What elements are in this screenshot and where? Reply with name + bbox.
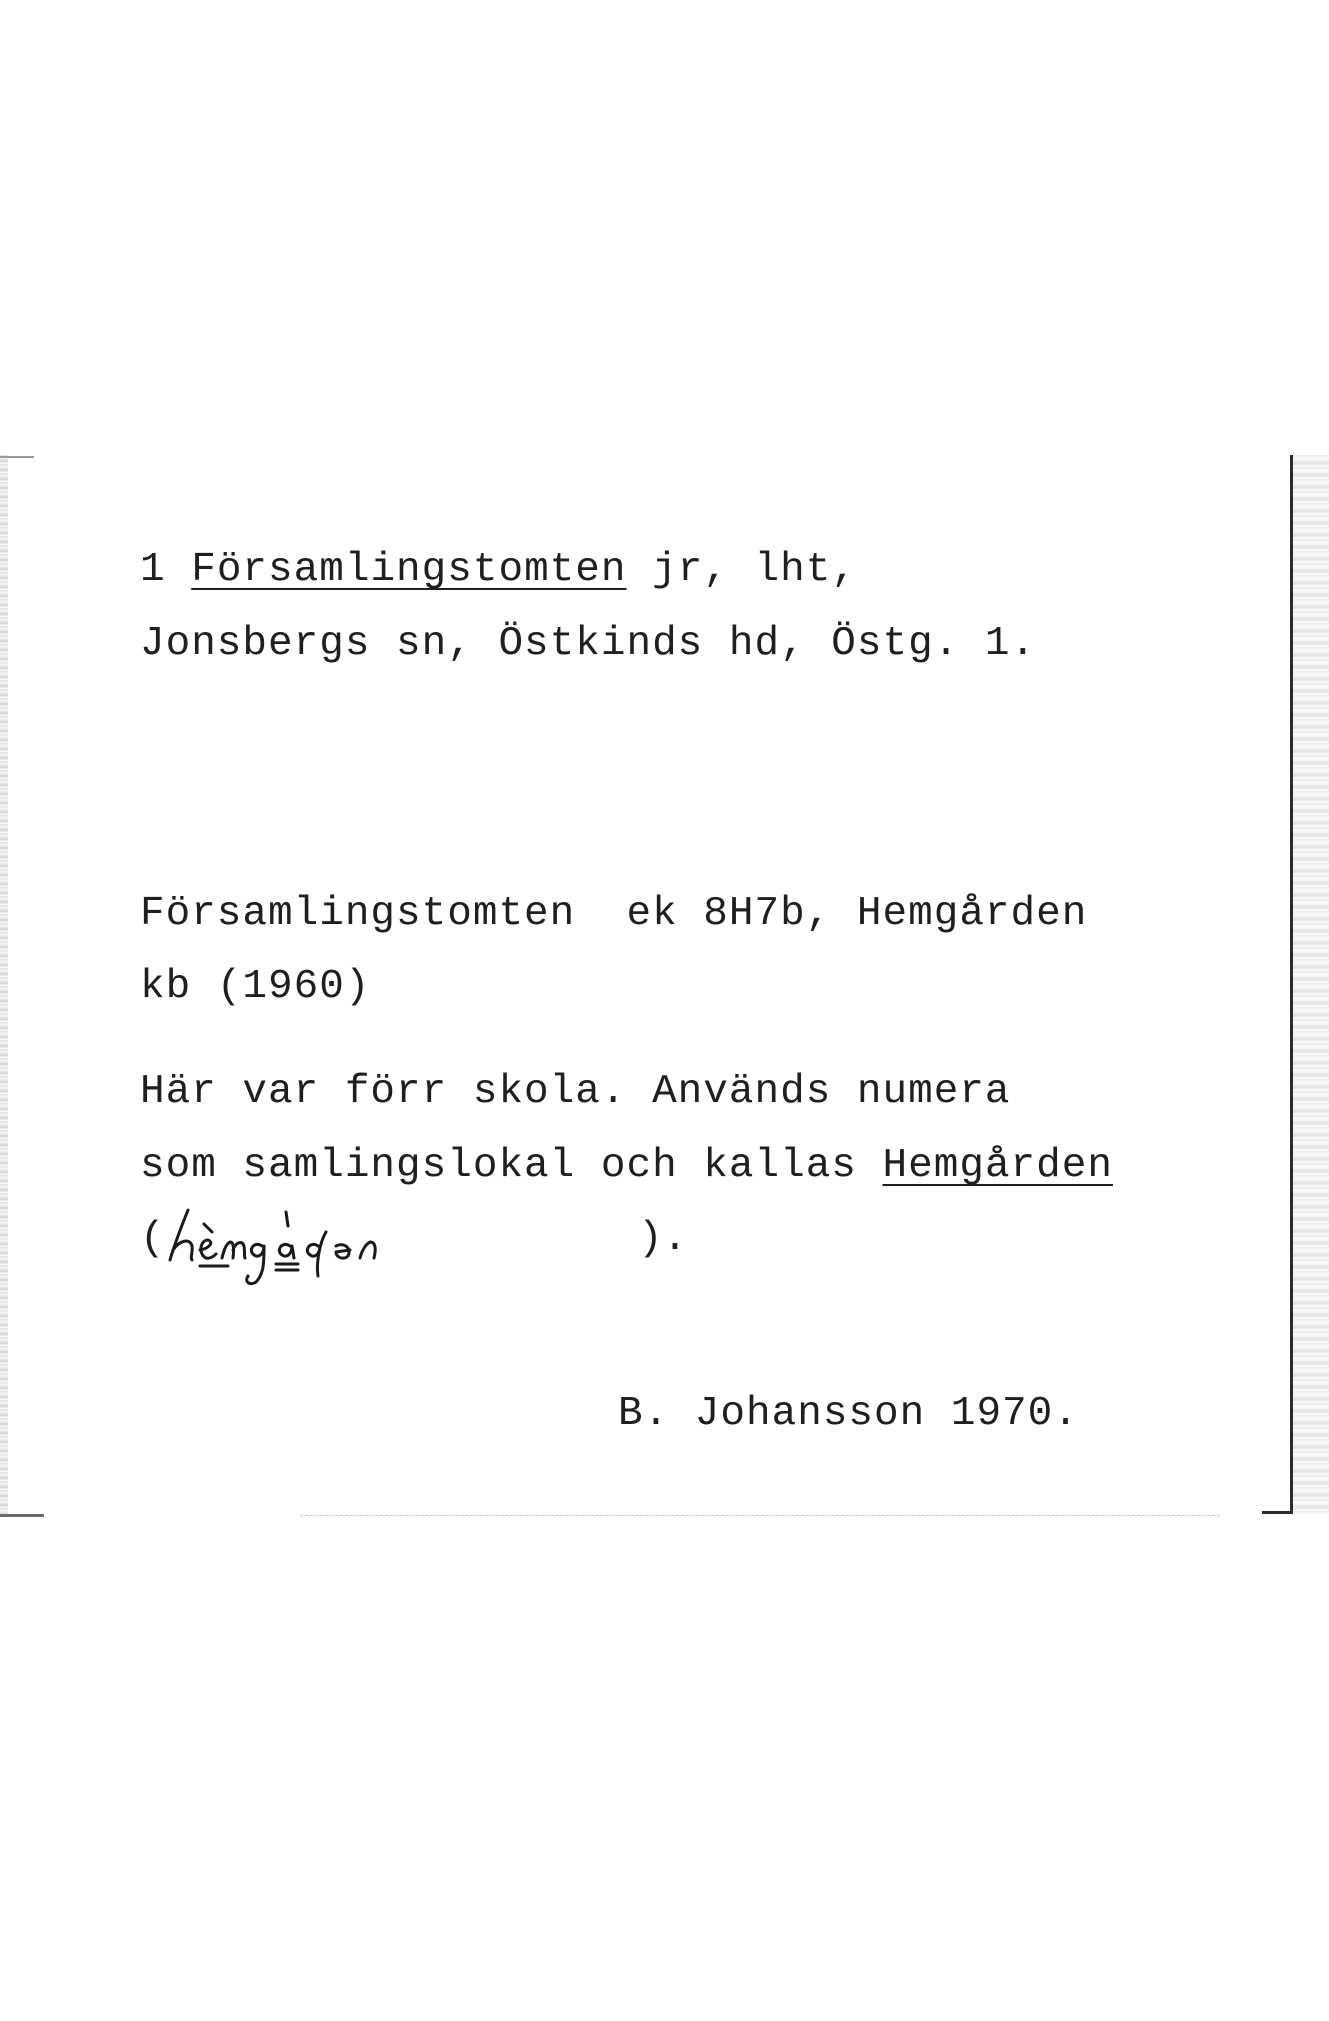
card-right-edge (1293, 455, 1329, 1513)
card-left-edge (0, 455, 8, 1517)
card-bottom-edge (300, 1515, 1220, 1516)
author-signature: B. Johansson 1970. (618, 1391, 1079, 1437)
note-prefix: som samlingslokal och kallas (140, 1143, 883, 1189)
note-line-1: Här var förr skola. Används numera (140, 1069, 1011, 1115)
map-reference-line: Församlingstomten ek 8H7b, Hemgården (140, 891, 1088, 937)
heading-line (140, 546, 857, 594)
card-bottom-corner (1262, 1511, 1293, 1514)
entry-number: 1 (140, 547, 166, 593)
place-name: Församlingstomten (191, 547, 627, 593)
note-line-2 (140, 1142, 1113, 1190)
heading-suffix: jr, lht, (626, 547, 857, 593)
pronunciation-open-paren: ( (140, 1216, 166, 1262)
handwritten-pronunciation (140, 1202, 460, 1292)
local-name: Hemgården (882, 1143, 1113, 1189)
card-corner-mark-bottom (0, 1514, 44, 1517)
map-year-line: kb (1960) (140, 964, 371, 1010)
pronunciation-close-paren: ). (638, 1216, 688, 1262)
card-corner-mark-top (0, 456, 34, 458)
parish-line: Jonsbergs sn, Östkinds hd, Östg. 1. (140, 621, 1037, 667)
